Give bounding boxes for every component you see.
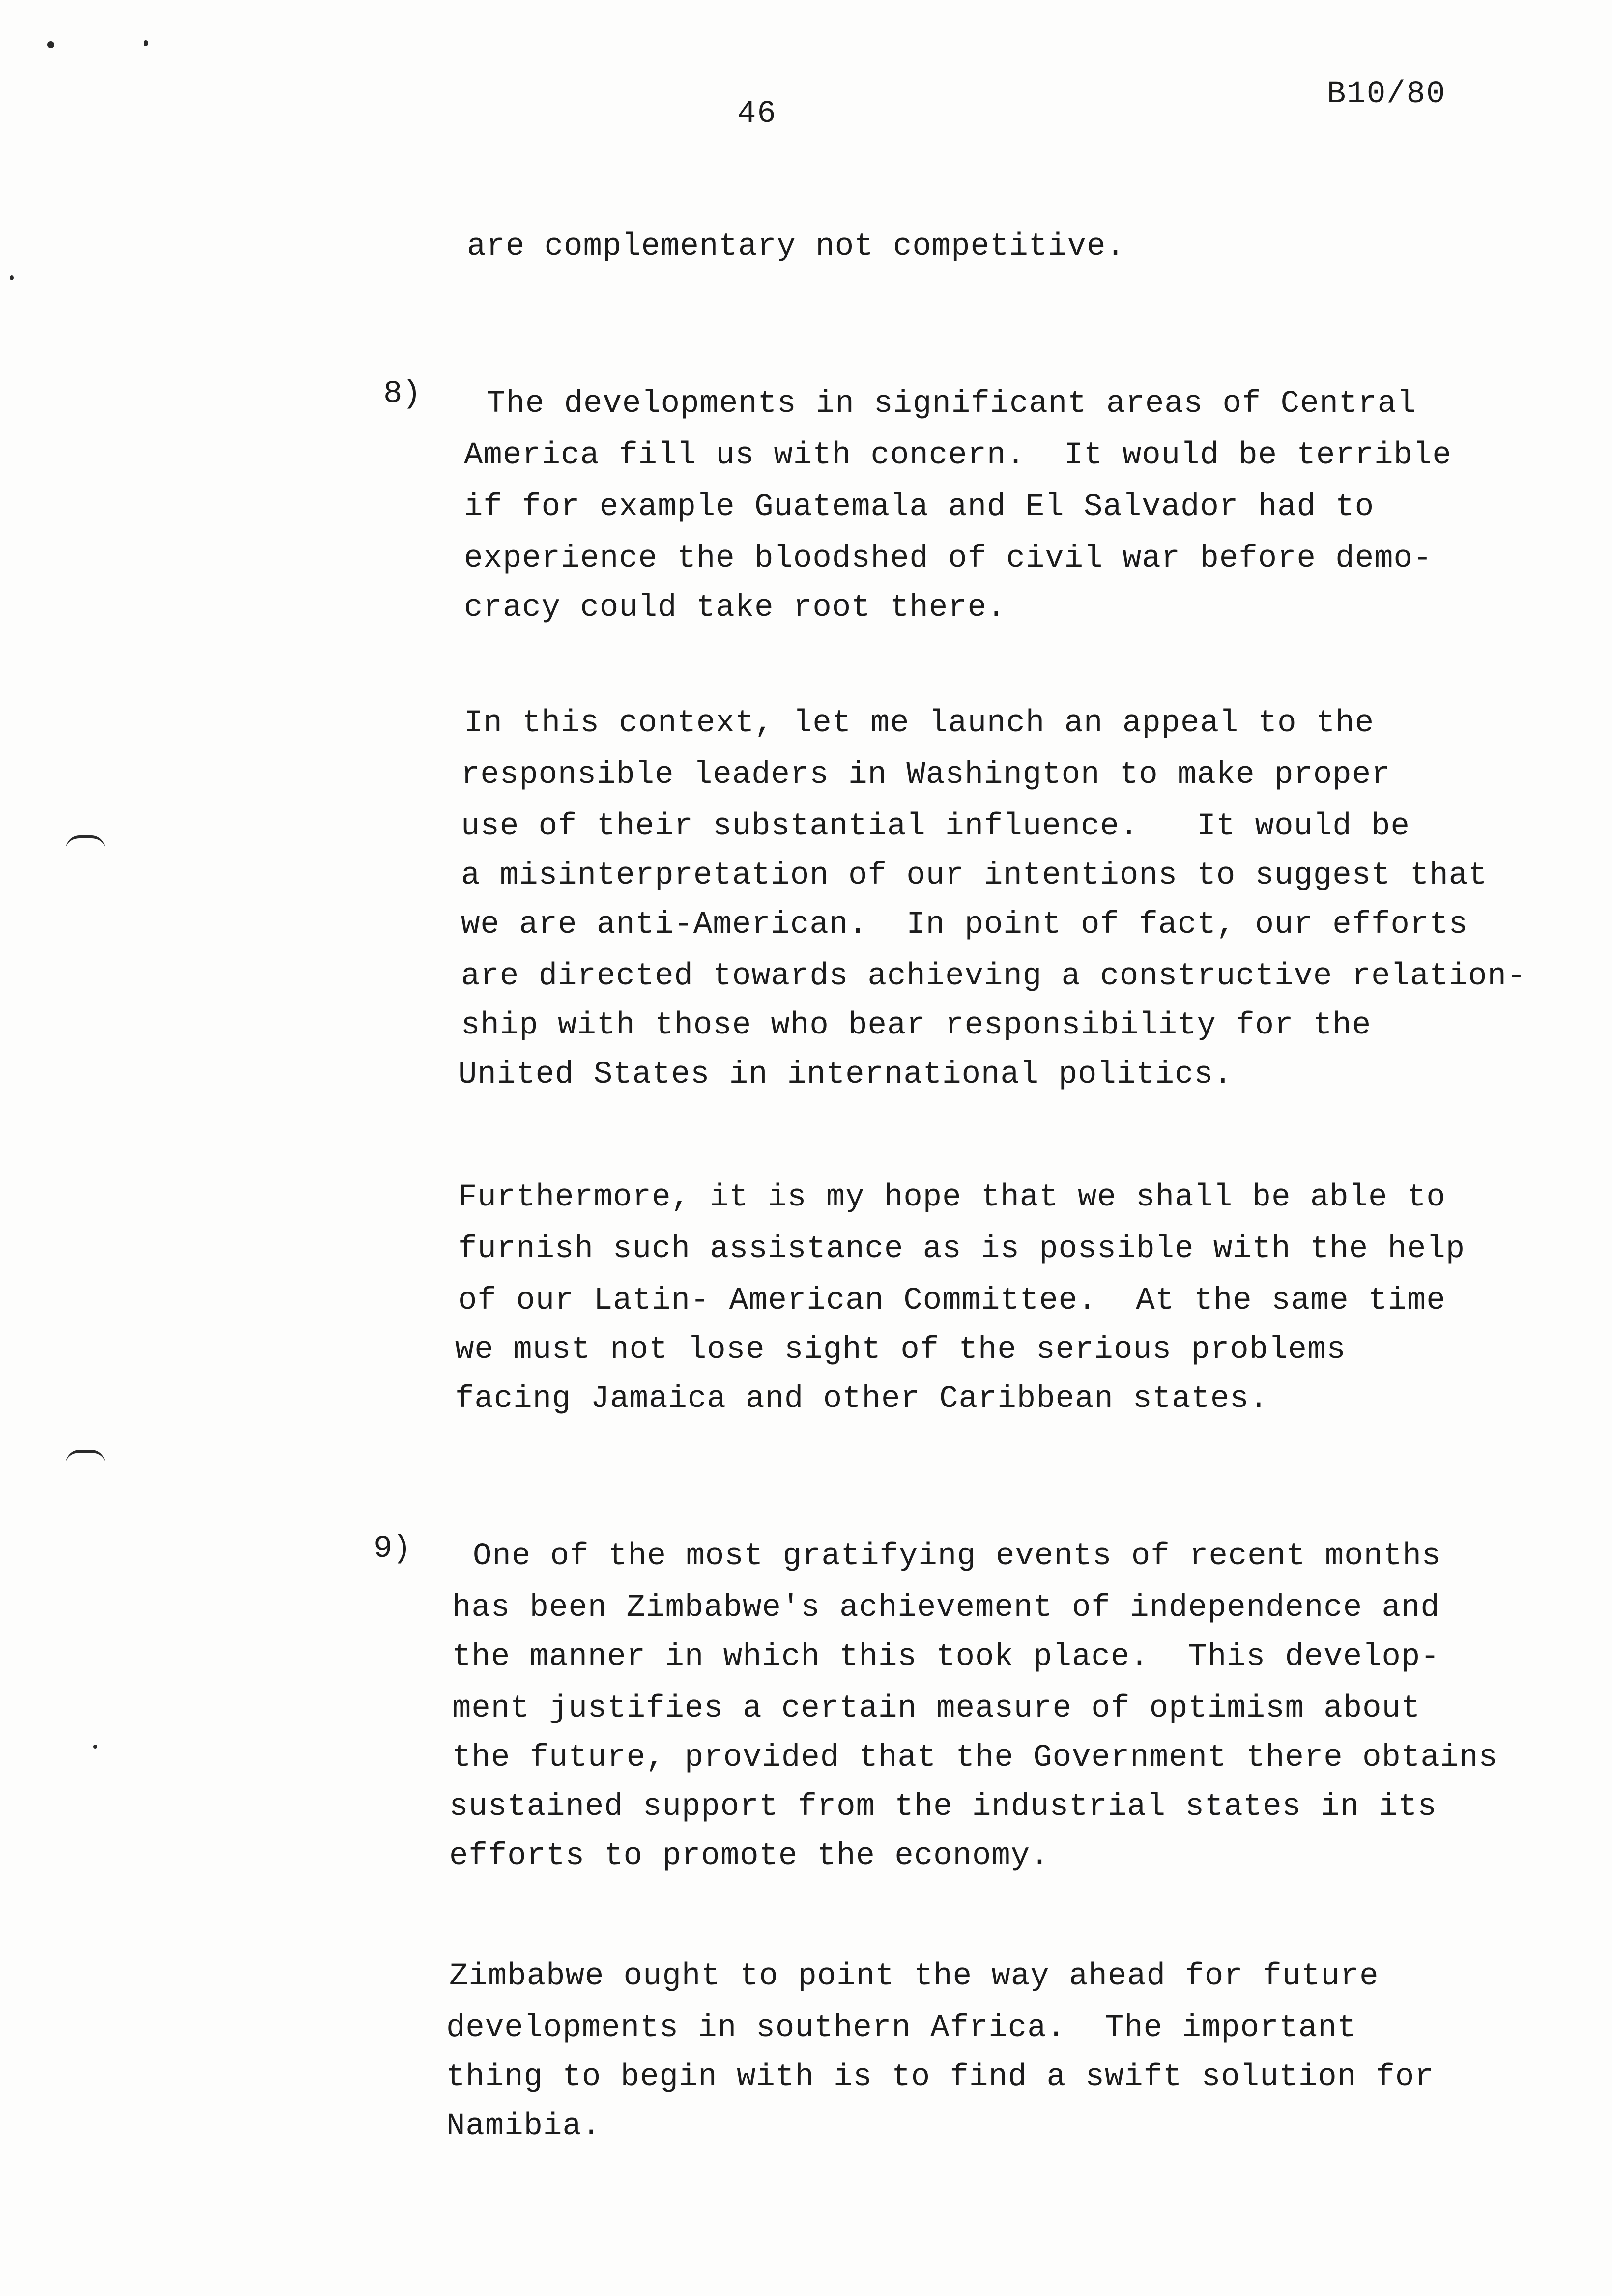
text-line: facing Jamaica and other Caribbean states.: [455, 1381, 1269, 1417]
text-line: furnish such assistance as is possible with the help: [458, 1232, 1466, 1267]
text-line: a misinterpretation of our intentions to suggest that: [461, 858, 1488, 893]
text-line: experience the bloodshed of civil war before demo-: [464, 541, 1433, 576]
section-marker: 9): [374, 1531, 411, 1567]
text-line: are directed towards achieving a constructive relation-: [461, 959, 1526, 994]
text-line: The developments in significant areas of Central: [487, 386, 1416, 422]
text-line: Namibia.: [446, 2109, 602, 2144]
text-line: the manner in which this took place. This develop-: [452, 1639, 1440, 1675]
text-line: United States in international politics.: [458, 1057, 1233, 1092]
text-line: has been Zimbabwe's achievement of independence and: [452, 1590, 1440, 1626]
text-line: ment justifies a certain measure of optimism about: [452, 1691, 1421, 1726]
text-line: cracy could take root there.: [464, 590, 1007, 626]
text-line: if for example Guatemala and El Salvador had to: [464, 489, 1375, 525]
text-line: thing to begin with is to find a swift solution for: [446, 2060, 1434, 2095]
text-line: developments in southern Africa. The important: [446, 2010, 1357, 2046]
scan-speck: [10, 275, 14, 280]
text-line: efforts to promote the economy.: [449, 1838, 1050, 1874]
text-line: Furthermore, it is my hope that we shall be able to: [458, 1180, 1446, 1215]
text-line: In this context, let me launch an appeal to the: [464, 706, 1375, 741]
text-line: we are anti-American. In point of fact, our efforts: [461, 907, 1468, 943]
text-line: responsible leaders in Washington to make proper: [461, 757, 1391, 793]
punch-hole-mark: [66, 835, 105, 849]
text-line: One of the most gratifying events of recent months: [473, 1539, 1441, 1574]
scan-speck: [144, 40, 148, 46]
section-marker: 8): [383, 376, 421, 412]
text-line: ship with those who bear responsibility for the: [461, 1008, 1372, 1043]
text-line: are complementary not competitive.: [467, 229, 1125, 264]
text-line: America fill us with concern. It would be terrible: [464, 438, 1452, 473]
document-reference: B10/80: [1327, 77, 1446, 112]
text-line: of our Latin- American Committee. At the same time: [458, 1283, 1446, 1319]
scan-speck: [93, 1745, 97, 1749]
text-line: we must not lose sight of the serious problems: [455, 1332, 1346, 1368]
text-line: the future, provided that the Government there obtains: [452, 1740, 1498, 1776]
scan-speck: [47, 41, 54, 48]
text-line: Zimbabwe ought to point the way ahead for future: [449, 1959, 1379, 1994]
page-number: 46: [737, 96, 777, 132]
text-line: sustained support from the industrial states in its: [449, 1789, 1437, 1825]
punch-hole-mark: [66, 1450, 105, 1464]
text-line: use of their substantial influence. It would be: [461, 809, 1410, 844]
